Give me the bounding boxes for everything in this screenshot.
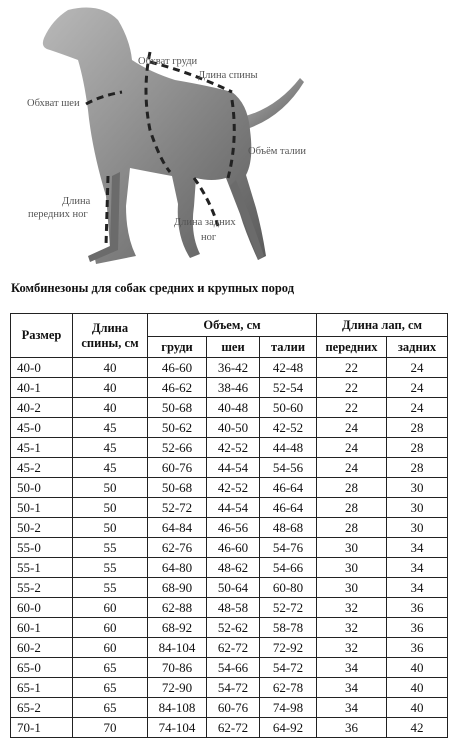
table-cell: 34 [387,538,448,558]
table-cell: 65-0 [11,658,73,678]
table-row [11,518,448,538]
table-cell: 68-92 [148,618,207,638]
table-cell: 38-46 [207,378,260,398]
table-row [11,718,448,738]
table-cell: 42-52 [207,438,260,458]
table-cell: 40 [387,678,448,698]
header-hind: задних [387,337,448,358]
header-chest: груди [148,337,207,358]
table-cell: 54-72 [260,658,317,678]
table-cell: 34 [387,578,448,598]
table-row [11,498,448,518]
header-waist: талии [260,337,317,358]
table-cell: 36-42 [207,358,260,378]
table-cell: 28 [317,498,387,518]
table-row [11,478,448,498]
table-row [11,678,448,698]
table-cell: 60-80 [260,578,317,598]
table-cell: 54-76 [260,538,317,558]
table-cell: 32 [317,598,387,618]
table-cell: 46-62 [148,378,207,398]
table-cell: 72-90 [148,678,207,698]
table-body [11,358,448,738]
table-cell: 50 [73,478,148,498]
table-cell: 24 [387,358,448,378]
table-cell: 50 [73,518,148,538]
table-cell: 24 [317,458,387,478]
table-cell: 50-68 [148,478,207,498]
table-cell: 62-88 [148,598,207,618]
table-row [11,558,448,578]
table-cell: 40 [73,358,148,378]
header-front: передних [317,337,387,358]
table-cell: 45 [73,438,148,458]
table-cell: 28 [387,458,448,478]
table-cell: 74-98 [260,698,317,718]
table-cell: 55-2 [11,578,73,598]
header-size: Размер [11,314,73,358]
table-cell: 24 [387,398,448,418]
table-cell: 50-0 [11,478,73,498]
table-cell: 28 [387,418,448,438]
table-cell: 64-92 [260,718,317,738]
table-cell: 55 [73,538,148,558]
table-cell: 36 [387,618,448,638]
table-cell: 54-66 [260,558,317,578]
table-cell: 24 [317,438,387,458]
table-row [11,418,448,438]
table-cell: 50-2 [11,518,73,538]
table-cell: 62-72 [207,718,260,738]
table-cell: 50-60 [260,398,317,418]
table-row [11,598,448,618]
table-cell: 40 [387,658,448,678]
table-cell: 65-2 [11,698,73,718]
table-cell: 22 [317,378,387,398]
table-cell: 54-66 [207,658,260,678]
header-leg-length: Длина лап, см [317,314,448,337]
table-cell: 34 [317,658,387,678]
table-cell: 45 [73,418,148,438]
table-cell: 32 [317,618,387,638]
table-cell: 52-62 [207,618,260,638]
label-hind-legs-2: ног [201,232,217,243]
header-back-length: Длина спины, см [73,314,148,358]
table-cell: 60 [73,618,148,638]
table-cell: 36 [387,638,448,658]
table-cell: 52-72 [148,498,207,518]
dog-silhouette-illustration [0,0,459,276]
table-cell: 40-0 [11,358,73,378]
table-cell: 84-108 [148,698,207,718]
label-hind-legs-1: Длина задних [174,217,236,228]
table-cell: 60 [73,638,148,658]
table-cell: 34 [317,678,387,698]
label-waist: Объём талии [248,146,306,157]
table-cell: 52-72 [260,598,317,618]
table-cell: 28 [317,518,387,538]
table-cell: 55-1 [11,558,73,578]
table-cell: 60-2 [11,638,73,658]
table-cell: 70-1 [11,718,73,738]
table-cell: 46-56 [207,518,260,538]
table-cell: 54-56 [260,458,317,478]
table-row [11,638,448,658]
table-cell: 45-2 [11,458,73,478]
table-cell: 62-76 [148,538,207,558]
table-cell: 52-66 [148,438,207,458]
label-back-length: Длина спины [198,70,258,81]
table-cell: 46-60 [207,538,260,558]
table-cell: 30 [317,558,387,578]
table-cell: 40-50 [207,418,260,438]
table-cell: 74-104 [148,718,207,738]
table-cell: 84-104 [148,638,207,658]
table-cell: 40-1 [11,378,73,398]
table-cell: 34 [387,558,448,578]
table-cell: 60-76 [207,698,260,718]
table-cell: 42 [387,718,448,738]
table-cell: 30 [317,538,387,558]
table-cell: 24 [387,378,448,398]
table-row [11,458,448,478]
table-cell: 65 [73,658,148,678]
table-cell: 64-84 [148,518,207,538]
table-cell: 50-1 [11,498,73,518]
dog-measurement-figure [0,0,459,276]
table-cell: 68-90 [148,578,207,598]
table-cell: 40 [73,378,148,398]
table-cell: 44-54 [207,458,260,478]
table-cell: 50-68 [148,398,207,418]
table-row [11,378,448,398]
header-neck: шеи [207,337,260,358]
table-cell: 55 [73,558,148,578]
table-cell: 65 [73,698,148,718]
table-cell: 65 [73,678,148,698]
header-volume: Объем, см [148,314,317,337]
table-cell: 46-64 [260,478,317,498]
table-cell: 40 [387,698,448,718]
table-cell: 30 [387,518,448,538]
table-cell: 44-48 [260,438,317,458]
table-cell: 32 [317,638,387,658]
label-chest: Обхват груди [138,56,198,67]
table-cell: 28 [387,438,448,458]
table-row [11,398,448,418]
table-cell: 60 [73,598,148,618]
table-cell: 50-64 [207,578,260,598]
table-cell: 65-1 [11,678,73,698]
table-cell: 30 [387,478,448,498]
table-cell: 36 [387,598,448,618]
table-title: Комбинезоны для собак средних и крупных пород [11,281,295,295]
table-cell: 60-76 [148,458,207,478]
table-cell: 40-48 [207,398,260,418]
table-row [11,538,448,558]
table-cell: 30 [317,578,387,598]
table-cell: 58-78 [260,618,317,638]
table-cell: 60-1 [11,618,73,638]
table-cell: 40 [73,398,148,418]
table-row [11,618,448,638]
table-cell: 22 [317,398,387,418]
table-cell: 45 [73,458,148,478]
table-cell: 62-72 [207,638,260,658]
table-cell: 42-48 [260,358,317,378]
table-cell: 45-0 [11,418,73,438]
table-cell: 34 [317,698,387,718]
table-row [11,658,448,678]
size-table [10,313,448,738]
table-cell: 54-72 [207,678,260,698]
label-front-legs-2: передних ног [28,209,88,220]
table-cell: 55 [73,578,148,598]
table-cell: 70-86 [148,658,207,678]
table-cell: 46-60 [148,358,207,378]
table-cell: 24 [317,418,387,438]
table-cell: 42-52 [260,418,317,438]
table-cell: 22 [317,358,387,378]
table-cell: 42-52 [207,478,260,498]
table-cell: 70 [73,718,148,738]
label-front-legs-1: Длина [62,196,91,207]
table-cell: 50-62 [148,418,207,438]
table-cell: 30 [387,498,448,518]
table-row [11,578,448,598]
table-cell: 45-1 [11,438,73,458]
label-neck: Обхват шеи [27,98,80,109]
table-cell: 48-58 [207,598,260,618]
table-row [11,358,448,378]
table-cell: 28 [317,478,387,498]
table-cell: 52-54 [260,378,317,398]
table-row [11,698,448,718]
table-cell: 36 [317,718,387,738]
table-row [11,438,448,458]
table-cell: 46-64 [260,498,317,518]
table-cell: 50 [73,498,148,518]
table-cell: 40-2 [11,398,73,418]
table-cell: 48-62 [207,558,260,578]
table-cell: 48-68 [260,518,317,538]
table-cell: 60-0 [11,598,73,618]
table-cell: 72-92 [260,638,317,658]
table-cell: 55-0 [11,538,73,558]
table-cell: 44-54 [207,498,260,518]
table-cell: 62-78 [260,678,317,698]
table-cell: 64-80 [148,558,207,578]
